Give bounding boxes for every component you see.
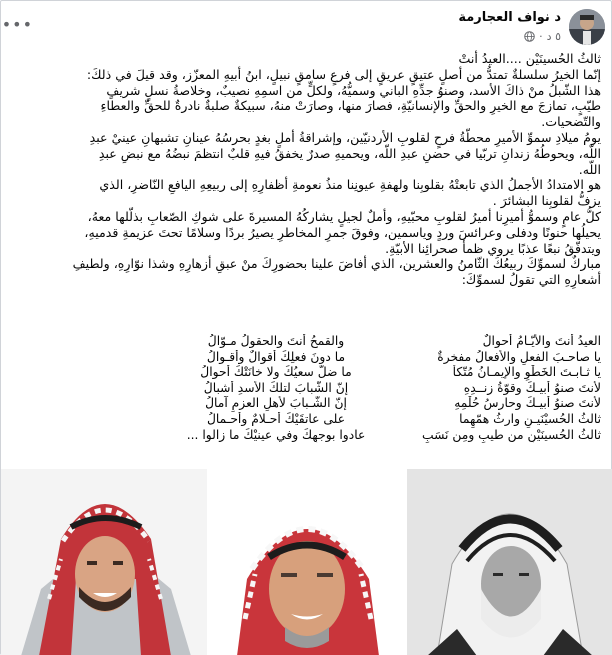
poem-hemistich-right: يا ثـابـتَ الخَطْوِ والإيمـانُ مُتّكأٌ (452, 365, 601, 380)
photo-king (207, 469, 407, 655)
poem-hemistich-left: إنّ الشّبابَ لتلكَ الأُسدِ أشبالُ (203, 380, 349, 395)
poem-verse (9, 428, 601, 444)
body-line: اللّه، ويحوطُهُ زندانِ تربّيا في حضنِ عبدِ اللّه، ويحميهِ صدرٌ يخفقُ فيهِ قلبٌ انتظمَ نبضُهُ مع نبضِ عبدِ (98, 145, 601, 161)
poem-verse (9, 396, 601, 412)
poem-hemistich-right: ثالثُ الحُسيْنَيـنِ وارثُ همّهِما (459, 411, 601, 426)
poem-hemistich-left: ما دونَ فعلِكَ أقوالٌ وأقـوالُ (206, 349, 346, 364)
poem-hemistich-right: ثالثُ الحُسينَيْنِ من طيبٍ ومِن نَسَبٍ (422, 427, 601, 442)
author-name[interactable]: د نواف العجارمة (458, 10, 561, 25)
poem-hemistich-right: العيدُ أنتَ والأيّـامُ أحوالٌ (482, 334, 601, 348)
separator-dot: · (539, 30, 543, 43)
more-options-icon[interactable]: ••• (1, 15, 33, 34)
post-body (9, 51, 601, 288)
poem-hemistich-right: يا صاحـبَ الفعلِ والأفعالُ مفخرةٌ (437, 349, 601, 364)
post-header (0, 1, 611, 51)
body-line: اللّه. (578, 161, 601, 177)
poem-hemistich-left: والقمحُ أنتَ والحقولُ مـوّالُ (207, 334, 345, 348)
poem-hemistich-left: على عاتقَيْكَ أحـلامٌ وأحـمالُ (206, 411, 346, 426)
body-line: والتّضحيات. (541, 114, 601, 130)
body-line: ثالثُ الحُسينَيْن ....العيدُ أنتْ (458, 51, 601, 66)
post-meta (524, 30, 561, 43)
poem-hemistich-left: إنّ الشّـبابَ لأهلِ العزمِ آمالُ (205, 396, 347, 411)
body-line: هذا الشّبلُ منْ ذاكَ الأسد، وصنوُ جدِّهِ الباني وسميُّهُ، ولكلٍّ من اسمِهِ نصيبٌ، وخلاصةُ نسلٍ شريفٍ (106, 82, 601, 98)
poem-hemistich-right: لأنتَ صنوُ أبيـكَ وحارسُ حُلْمِهِ (454, 396, 601, 411)
body-line: طيّبٍ، تمازجَ مع الخيرِ والحقِّ والإنسانيّةِ، فصارَ منها، وصارَتْ منهُ، سبيكةٌ صلبةٌ نادرةٌ للحقِّ والعطاءِ (100, 98, 601, 114)
poem-verse (9, 381, 601, 397)
body-line: يحيلُها حنونًا ودفلى وعرائسَ وردٍ وياسمين، وفوقَ جمرِ المخاطرِ يصيرُ بردًا وسلامًا تحتَ عزيمةِ قدميهِ، (84, 224, 601, 240)
poem-hemistich-left: عادوا بوجهِكَ وفي عينيْكَ ما زالوا ... (186, 427, 366, 442)
body-line: إنّما الخيرُ سلسلةٌ تمتدُّ من أصلٍ عتيقٍ عريقٍ إلى فرعٍ سامقٍ نبيلٍ، ابنُ أبيهِ المعزّز، وقد قيلَ في ذلكَ: (86, 66, 601, 82)
body-line: مباركٌ لسموِّكَ ربيعُكَ الثّامنُ والعشرين، الذي أفاضَ علينا بحضورِكَ منْ عبقِ أزهارِهِ وشذا نوّارِهِ، ولطيفِ (72, 256, 601, 272)
poem-verse (9, 334, 601, 350)
poem-verse (9, 412, 601, 428)
body-line: أشعارِهِ التي تقولُ لسموِّكَ: (461, 272, 601, 288)
body-line: كلُّ عامٍ وسموُّ أميرِنا أميرُ لقلوبِ محبّيهِ، وأملٌ لجيلٍ يشاركُهُ المسيرةَ على شوكِ الصّعابِ بذلّلها معهُ، (87, 208, 601, 224)
globe-icon (524, 31, 535, 42)
body-line: هو الامتدادُ الأجملُ الذي تابعتْهُ بقلوبِنا ولهفةِ عيونِنا منذُ نعومةِ أظفارِهِ إلى ربيعِهِ اليافعِ النّاضرِ، الذي (99, 177, 601, 193)
poem-hemistich-right: لأنتَ صنوُ أبيـكَ وقوّةُ زنــدِهِ (463, 380, 601, 395)
poem-verse (9, 350, 601, 366)
body-line: ويتدفّقُ نبعًا عذبًا يروي ظمأ صحرائِنا الأبيّةِ. (385, 240, 601, 256)
photo-elder-king (407, 469, 612, 655)
poem-verse (9, 365, 601, 381)
avatar-image (569, 9, 605, 45)
author-avatar[interactable] (569, 9, 605, 45)
body-line: يزفُّ لقلوبِنا البشائرَ . (492, 193, 601, 209)
post-photo[interactable] (1, 469, 612, 655)
poem-hemistich-left: ما ضلَّ سعيُكَ ولا خانَتْكَ أحوالُ (200, 365, 352, 380)
poem (9, 334, 601, 443)
body-line: يومُ ميلادِ سموِّ الأميرِ محطّةُ فرحٍ لقلوبِ الأردنيّين، وإشراقةُ أملٍ بغدٍ بحرسُهُ عينانِ تشبهانِ عينيْ عبدِ (89, 129, 601, 145)
post-time[interactable]: ٥ د (546, 30, 561, 43)
photo-young-prince (1, 469, 207, 655)
